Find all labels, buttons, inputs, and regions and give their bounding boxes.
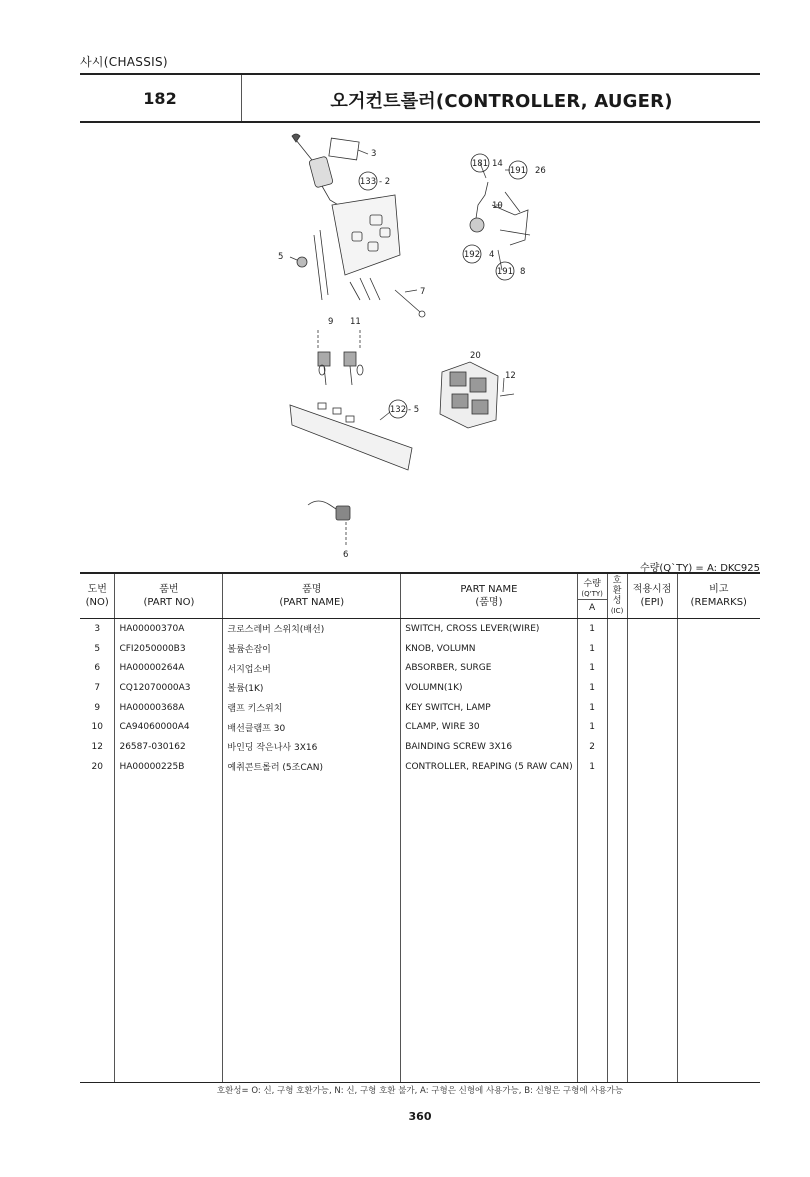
callout-132: 132	[389, 405, 407, 415]
col-part-name-kr: 품명 (PART NAME)	[223, 573, 401, 619]
callout-4: 4	[489, 250, 495, 260]
header-rule-bottom	[80, 121, 760, 123]
col-epi: 적용시점 (EPI)	[627, 573, 677, 619]
cross-lever-switch-drawing	[292, 134, 359, 206]
table-row: 6 HA00000264A 서지업소버 ABSORBER, SURGE 1	[80, 658, 760, 678]
col-qty: 수량 (Q'TY) A	[577, 573, 607, 619]
callout-8: 8	[520, 267, 526, 277]
page-number: 360	[408, 1110, 432, 1123]
exploded-parts-diagram	[240, 125, 570, 560]
compatibility-legend: 호환성= O: 신, 구형 호환가능, N: 신, 구형 호환 불가, A: 구형은 신형에 사용가능, B: 신형은 구형에 사용가능	[216, 1086, 624, 1096]
mounting-plate-drawing	[290, 195, 425, 317]
callout-192: 192	[463, 250, 481, 260]
col-part-no: 품번 (PART NO)	[115, 573, 223, 619]
reaping-controller-drawing	[440, 362, 514, 428]
callout-7: 7	[420, 287, 426, 297]
table-row: 10 CA94060000A4 배선클램프 30 CLAMP, WIRE 30 1	[80, 717, 760, 737]
section-label: 사시(CHASSIS)	[80, 55, 168, 69]
callout-191b: 191	[496, 267, 514, 277]
key-switch-drawing	[290, 330, 412, 470]
quantity-note: 수량(Q`TY) = A: DKC925	[640, 563, 760, 574]
callout-2: - 2	[379, 177, 391, 187]
callout-20: 20	[470, 351, 481, 361]
callout-191a: 191	[509, 166, 527, 176]
callout-3: 3	[371, 149, 377, 159]
table-bottom-rule	[80, 1078, 760, 1083]
group-code: 182	[143, 89, 177, 108]
col-no: 도번 (NO)	[80, 573, 115, 619]
parts-table	[80, 572, 760, 1083]
callout-5: 5	[278, 252, 284, 262]
callout-181: 181	[471, 159, 489, 169]
col-remarks: 비고 (REMARKS)	[677, 573, 760, 619]
col-part-name: PART NAME (품명)	[401, 573, 577, 619]
callout-6: 6	[343, 550, 349, 560]
wire-clamp-drawing	[470, 182, 530, 245]
callout-12: 12	[505, 371, 516, 381]
page-title: 오거컨트롤러(CONTROLLER, AUGER)	[330, 91, 673, 112]
callout-26: 26	[535, 166, 546, 176]
table-row: 5 CFI2050000B3 볼륨손잡이 KNOB, VOLUMN 1	[80, 639, 760, 659]
surge-absorber-drawing	[308, 501, 350, 545]
table-empty-area	[80, 777, 760, 1078]
table-row: 12 26587-030162 바인딩 작은나사 3X16 BAINDING SCREW 3X16 2	[80, 737, 760, 757]
header-rule-top	[80, 73, 760, 75]
table-row: 20 HA00000225B 예취콘트롤러 (5조CAN) CONTROLLER, REAPING (5 RAW CAN) 1	[80, 757, 760, 777]
table-header-row	[80, 573, 760, 619]
table-row: 3 HA00000370A 크로스레버 스위치(배선) SWITCH, CROSS LEVER(WIRE) 1	[80, 619, 760, 639]
callout-11: 11	[350, 317, 361, 327]
callout-133: 133	[359, 177, 377, 187]
table-row: 7 CQ12070000A3 볼륨(1K) VOLUMN(1K) 1	[80, 678, 760, 698]
col-ic: 호 환 성 (IC)	[607, 573, 627, 619]
header-divider	[241, 75, 242, 121]
callout-9: 9	[328, 317, 334, 327]
callout-14: 14	[492, 159, 503, 169]
table-row: 9 HA00000368A 램프 키스위치 KEY SWITCH, LAMP 1	[80, 698, 760, 718]
callout-10: 10	[492, 201, 503, 211]
callout-5b: - 5	[408, 405, 420, 415]
